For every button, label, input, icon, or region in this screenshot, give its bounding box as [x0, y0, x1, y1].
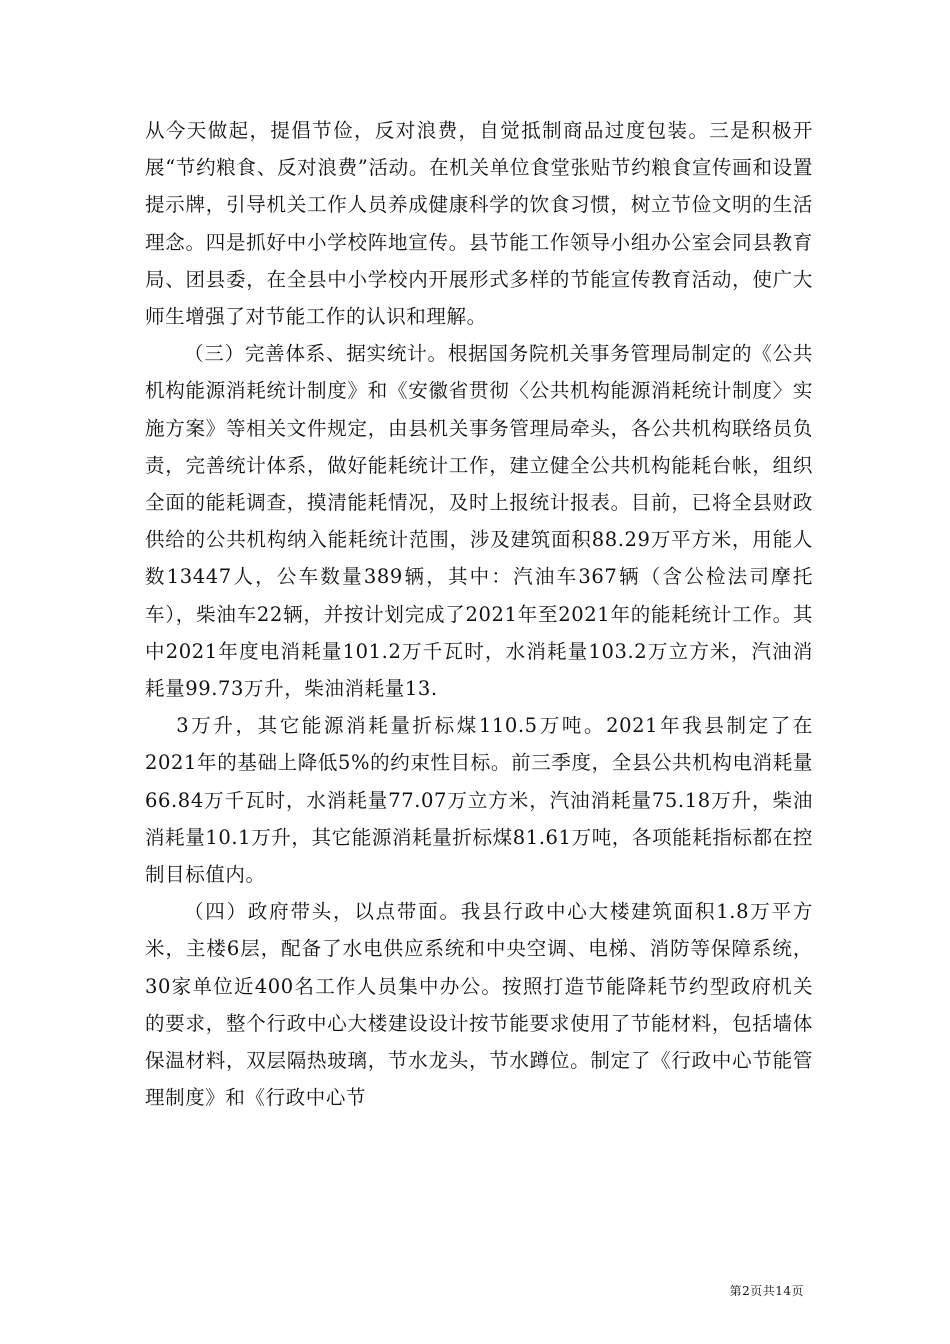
paragraph-continued: 从今天做起，提倡节俭，反对浪费，自觉抵制商品过度包装。三是积极开展“节约粮食、反对浪费”活动。在机关单位食堂张贴节约粮食宣传画和设置提示牌，引导机关工作人员养成健康科学的饮食习惯，树立节俭文明的生活理念。四是抓好中小学校阵地宣传。县节能工作领导小组办公室会同县教育局、团县委，在全县中小学校内开展形式多样的节能宣传教育活动，使广大师生增强了对节能工作的认识和理解。	[145, 119, 813, 329]
page-number-footer: 第2页共14页	[729, 1284, 804, 1298]
paragraph-statistics-continued: 3万升，其它能源消耗量折标煤110.5万吨。2021年我县制定了在2021年的基础上降低5%的约束性目标。前三季度，全县公共机构电消耗量66.84万千瓦时，水消耗量77.07万立方米，汽油消耗量75.18万升，柴油消耗量10.1万升，其它能源消耗量折标煤81.61万吨，各项能耗指标都在控制目标值内。	[145, 714, 813, 887]
paragraph-section-three: （三）完善体系、据实统计。根据国务院机关事务管理局制定的《公共机构能源消耗统计制度》和《安徽省贯彻〈公共机构能源消耗统计制度〉实施方案》等相关文件规定，由县机关事务管理局牵头，各公共机构联络员负责，完善统计体系，做好能耗统计工作，建立健全公共机构能耗台帐，组织全面的能耗调查，摸清能耗情况，及时上报统计报表。目前，已将全县财政供给的公共机构纳入能耗统计范围，涉及建筑面积88.29万平方米，用能人数13447人，公车数量389辆，其中：汽油车367辆（含公检法司摩托车），柴油车22辆，并按计划完成了2021年至2021年的能耗统计工作。其中2021年度电消耗量101.2万千瓦时，水消耗量103.2万立方米，汽油消耗量99.73万升，柴油消耗量13.	[145, 342, 813, 701]
document-body	[145, 112, 813, 1116]
paragraph-section-four: （四）政府带头，以点带面。我县行政中心大楼建筑面积1.8万平方米，主楼6层，配备了水电供应系统和中央空调、电梯、消防等保障系统，30家单位近400名工作人员集中办公。按照打造节能降耗节约型政府机关的要求，整个行政中心大楼建设设计按节能要求使用了节能材料，包括墙体保温材料，双层隔热玻璃，节水龙头，节水蹲位。制定了《行政中心节能管理制度》和《行政中心节	[145, 900, 813, 1110]
